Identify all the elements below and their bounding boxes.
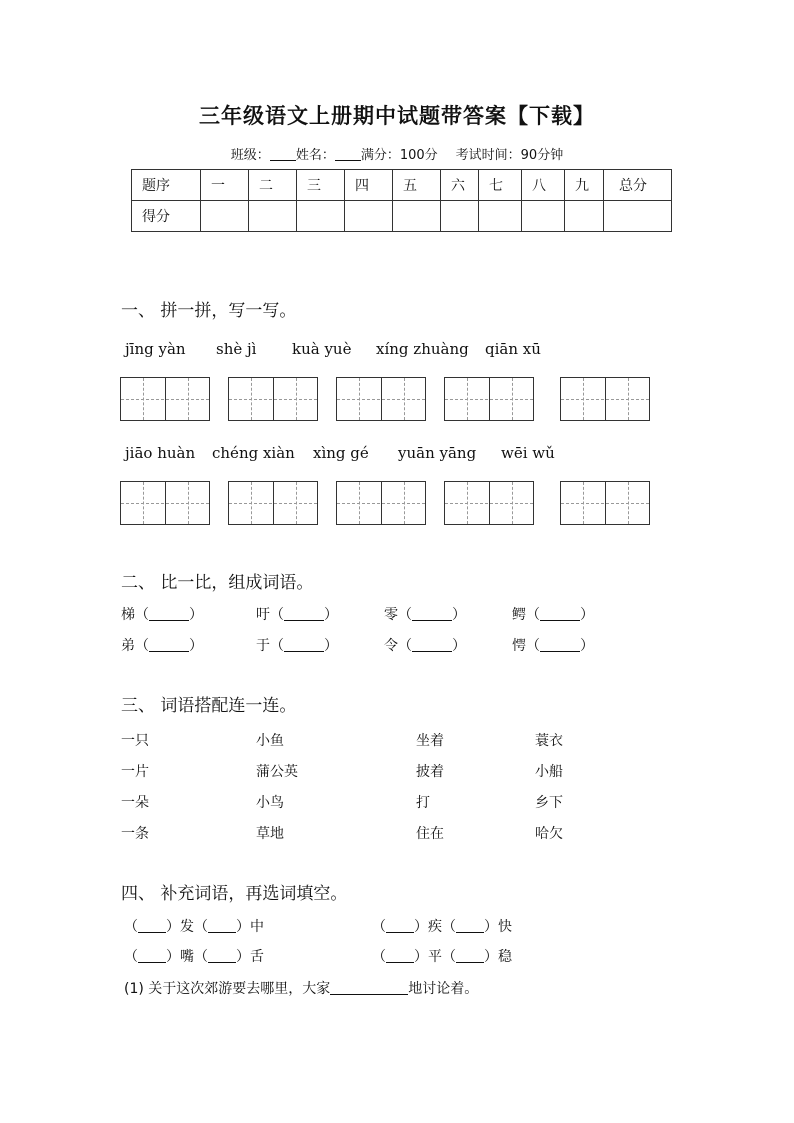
pinyin-2-5: wēi wǔ xyxy=(501,444,555,462)
pinyin-2-3: xìng gé xyxy=(313,444,369,462)
compare-char: 鳄 xyxy=(512,607,526,623)
class-label: 班级： xyxy=(230,148,270,163)
exam-time: 考试时间：90分钟 xyxy=(455,148,564,163)
header-cell: 三 xyxy=(297,170,345,201)
header-cell: 八 xyxy=(522,170,565,201)
name-label: 姓名： xyxy=(295,148,335,163)
compare-item: 鳄（ ） xyxy=(512,607,594,623)
writing-box[interactable] xyxy=(444,377,534,421)
match-word[interactable]: 小鸟 xyxy=(256,795,284,811)
name-blank[interactable] xyxy=(335,148,361,161)
compare-item: 弟（ ） xyxy=(121,638,203,654)
score-table-header-row xyxy=(132,170,672,201)
match-word[interactable]: 哈欠 xyxy=(535,826,563,842)
answer-blank[interactable] xyxy=(540,607,580,621)
compare-char: 吁 xyxy=(256,607,270,623)
header-cell: 五 xyxy=(393,170,441,201)
match-word[interactable]: 草地 xyxy=(256,826,284,842)
pinyin-2-2: chéng xiàn xyxy=(212,444,295,462)
score-cell[interactable] xyxy=(297,201,345,232)
match-word[interactable]: 住在 xyxy=(416,826,444,842)
answer-blank[interactable] xyxy=(456,949,484,963)
match-word[interactable]: 一朵 xyxy=(121,795,149,811)
header-cell: 总分 xyxy=(604,170,672,201)
score-cell[interactable] xyxy=(604,201,672,232)
answer-blank[interactable] xyxy=(412,638,452,652)
score-cell[interactable] xyxy=(441,201,479,232)
score-cell[interactable] xyxy=(201,201,249,232)
compare-char: 于 xyxy=(256,638,270,654)
answer-blank[interactable] xyxy=(284,607,324,621)
compare-char: 弟 xyxy=(121,638,135,654)
score-cell[interactable] xyxy=(479,201,522,232)
row-label: 得分 xyxy=(132,201,201,232)
answer-blank[interactable] xyxy=(412,607,452,621)
pinyin-2-4: yuān yāng xyxy=(398,444,477,462)
writing-box[interactable] xyxy=(560,377,650,421)
writing-box[interactable] xyxy=(228,377,318,421)
answer-blank[interactable] xyxy=(138,919,166,933)
compare-item: 梯（ ） xyxy=(121,607,203,623)
idiom-item: （ ）嘴（ ）舌 xyxy=(124,949,264,965)
answer-blank[interactable] xyxy=(138,949,166,963)
match-word[interactable]: 一片 xyxy=(121,764,149,780)
answer-blank[interactable] xyxy=(386,919,414,933)
idiom-item: （ ）平（ ）稳 xyxy=(372,949,512,965)
compare-item: 于（ ） xyxy=(256,638,338,654)
header-cell: 一 xyxy=(201,170,249,201)
match-word[interactable]: 乡下 xyxy=(535,795,563,811)
answer-blank[interactable] xyxy=(208,949,236,963)
idiom-item: （ ）疾（ ）快 xyxy=(372,919,512,935)
section4-heading: 四、 补充词语，再选词填空。 xyxy=(121,884,348,904)
header-cell: 九 xyxy=(565,170,604,201)
writing-box[interactable] xyxy=(228,481,318,525)
header-cell: 四 xyxy=(345,170,393,201)
fill-sentence xyxy=(124,978,478,998)
pinyin-2-1: jiāo huàn xyxy=(125,444,196,462)
pinyin-1-2: shè jì xyxy=(216,340,257,358)
match-word[interactable]: 坐着 xyxy=(416,733,444,749)
match-word[interactable]: 一条 xyxy=(121,826,149,842)
header-cell: 题序 xyxy=(132,170,201,201)
score-table-score-row xyxy=(132,201,672,232)
score-cell[interactable] xyxy=(522,201,565,232)
sentence-prefix: (1) 关于这次郊游要去哪里，大家 xyxy=(124,981,331,997)
header-cell: 七 xyxy=(479,170,522,201)
answer-blank[interactable] xyxy=(456,919,484,933)
score-cell[interactable] xyxy=(565,201,604,232)
answer-blank[interactable] xyxy=(540,638,580,652)
pinyin-1-4: xíng zhuàng xyxy=(376,340,469,358)
match-word[interactable]: 披着 xyxy=(416,764,444,780)
exam-info xyxy=(0,144,794,163)
section3-heading: 三、 词语搭配连一连。 xyxy=(121,696,297,716)
writing-box[interactable] xyxy=(560,481,650,525)
compare-item: 令（ ） xyxy=(384,638,466,654)
match-word[interactable]: 蓑衣 xyxy=(535,733,563,749)
section2-heading: 二、 比一比，组成词语。 xyxy=(121,573,314,593)
pinyin-1-1: jīng yàn xyxy=(125,340,186,358)
compare-char: 零 xyxy=(384,607,398,623)
answer-blank[interactable] xyxy=(149,638,189,652)
writing-box[interactable] xyxy=(444,481,534,525)
score-cell[interactable] xyxy=(345,201,393,232)
answer-blank[interactable] xyxy=(284,638,324,652)
score-cell[interactable] xyxy=(393,201,441,232)
section1-heading: 一、 拼一拼，写一写。 xyxy=(121,301,297,321)
header-cell: 六 xyxy=(441,170,479,201)
writing-box[interactable] xyxy=(336,481,426,525)
match-word[interactable]: 小船 xyxy=(535,764,563,780)
answer-blank[interactable] xyxy=(386,949,414,963)
score-table xyxy=(131,169,672,232)
compare-char: 令 xyxy=(384,638,398,654)
match-word[interactable]: 打 xyxy=(416,795,430,811)
sentence-suffix: 地讨论着。 xyxy=(408,981,479,997)
compare-char: 愕 xyxy=(512,638,526,654)
pinyin-1-5: qiān xū xyxy=(485,340,541,358)
score-cell[interactable] xyxy=(249,201,297,232)
writing-box[interactable] xyxy=(120,481,210,525)
match-word[interactable]: 蒲公英 xyxy=(256,764,298,780)
answer-blank[interactable] xyxy=(149,607,189,621)
page-title: 三年级语文上册期中试题带答案【下载】 xyxy=(199,103,595,128)
writing-box[interactable] xyxy=(120,377,210,421)
full-score: 满分：100分 xyxy=(360,148,438,163)
compare-char: 梯 xyxy=(121,607,135,623)
pinyin-1-3: kuà yuè xyxy=(292,340,352,358)
compare-item: 零（ ） xyxy=(384,607,466,623)
answer-blank[interactable] xyxy=(208,919,236,933)
match-word[interactable]: 一只 xyxy=(121,733,149,749)
compare-item: 愕（ ） xyxy=(512,638,594,654)
answer-blank[interactable] xyxy=(330,981,408,995)
compare-item: 吁（ ） xyxy=(256,607,338,623)
header-cell: 二 xyxy=(249,170,297,201)
match-word[interactable]: 小鱼 xyxy=(256,733,284,749)
idiom-item: （ ）发（ ）中 xyxy=(124,919,264,935)
writing-box[interactable] xyxy=(336,377,426,421)
class-blank[interactable] xyxy=(270,148,296,161)
